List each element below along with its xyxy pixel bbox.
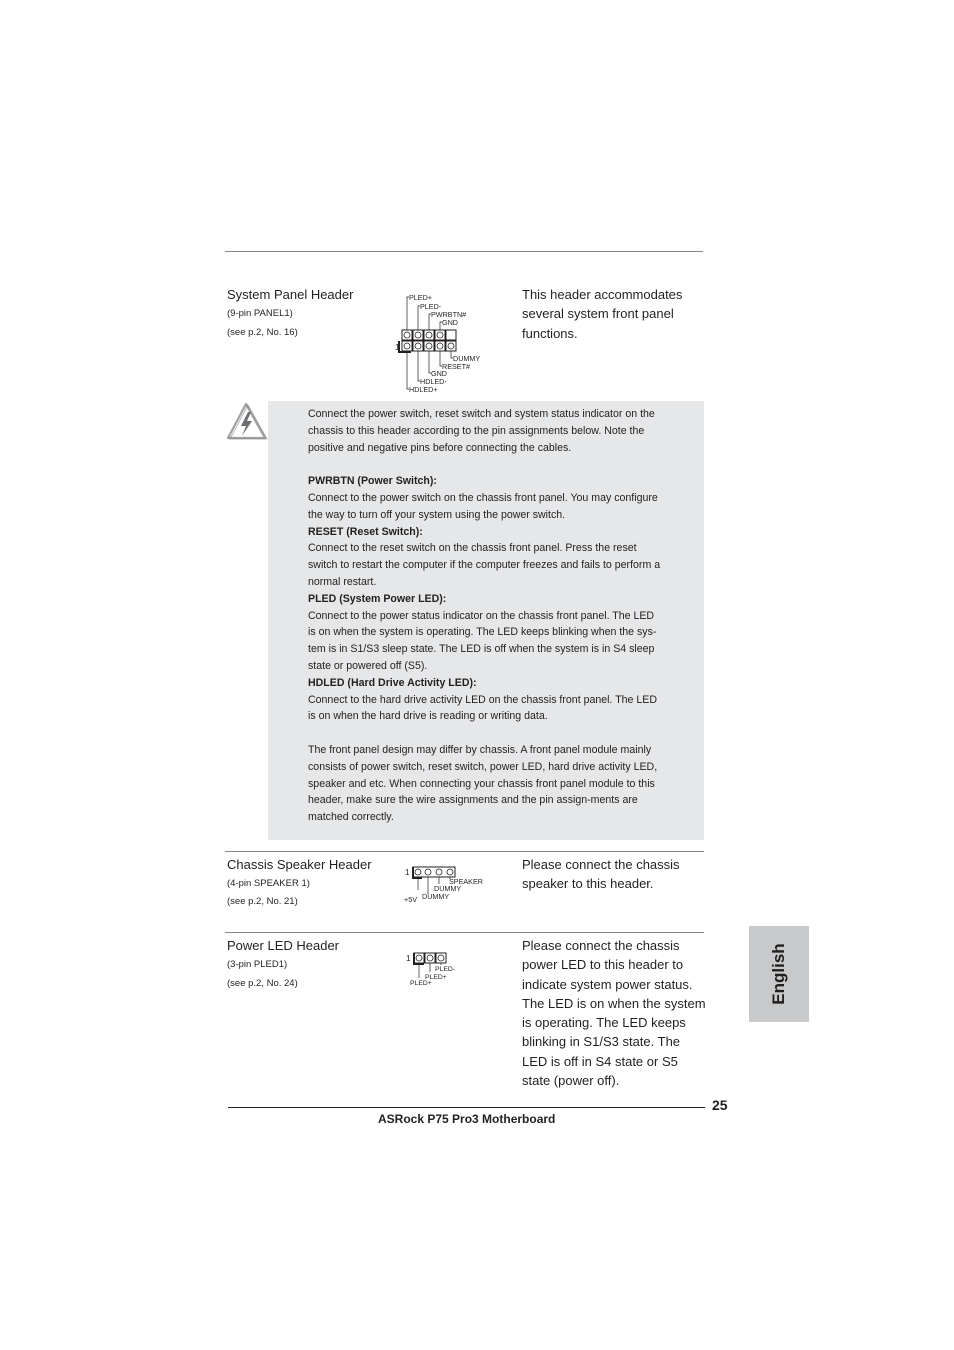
description-line: The LED is on when the system [522, 995, 706, 1011]
note-heading-pwrbtn: PWRBTN (Power Switch): [308, 475, 437, 488]
label-pwrbtn: PWRBTN# [431, 310, 467, 319]
footer-rule [228, 1107, 705, 1108]
speaker-ref: (see p.2, No. 21) [227, 896, 298, 907]
note-line: Connect to the power status indicator on the chassis front panel. The LED [308, 609, 655, 622]
label-pled-plus-1: PLED+ [425, 974, 447, 981]
note-heading-pled: PLED (System Power LED): [308, 592, 447, 605]
note-line: matched correctly. [308, 811, 394, 824]
note-line: The front panel design may differ by chassis. A front panel module mainly [308, 743, 652, 756]
top-rule [225, 251, 703, 252]
speaker-pin-one: 1 [405, 868, 410, 877]
note-line: switch to restart the computer if the computer freezes and fails to perform a [308, 559, 661, 572]
page-number: 25 [712, 1097, 728, 1113]
label-pled-minus: PLED- [420, 302, 442, 311]
label-dummy: DUMMY [453, 354, 481, 363]
note-line: Connect to the hard drive activity LED on the chassis front panel. The LED [308, 693, 657, 706]
power-led-description [522, 936, 706, 1090]
language-tab-label: English [769, 943, 788, 1005]
description-line: blinking in S1/S3 state. The [522, 1034, 681, 1050]
note-line: header, make sure the wire assignments and the pin assign-ments are [308, 794, 638, 807]
label-pin-one: 1 [395, 343, 400, 352]
note-line: tem is in S1/S3 sleep state. The LED is off when the system is in S4 sleep [308, 643, 655, 656]
system-panel-title: System Panel Header [227, 287, 354, 302]
description-line: power LED to this header to [522, 957, 684, 973]
description-line: indicate system power status. [522, 976, 693, 992]
note-line: state or powered off (S5). [308, 659, 428, 672]
description-line: functions. [522, 325, 578, 341]
label-pled-plus: PLED+ [409, 293, 432, 302]
label-hdled-minus: HDLED- [420, 377, 447, 386]
power-led-title: Power LED Header [227, 938, 339, 953]
system-panel-ref: (see p.2, No. 16) [227, 327, 298, 338]
note-line: Connect to the reset switch on the chassis front panel. Press the reset [308, 542, 637, 555]
note-line: positive and negative pins before connecting the cables. [308, 441, 572, 454]
note-line: Connect the power switch, reset switch and system status indicator on the [308, 408, 655, 420]
speaker-pin: (4-pin SPEAKER 1) [227, 878, 310, 889]
note-heading-reset: RESET (Reset Switch): [308, 525, 423, 538]
description-line: Please connect the chassis [522, 857, 680, 872]
description-line: several system front panel [522, 306, 674, 322]
note-line: speaker and etc. When connecting your chassis front panel module to this [308, 777, 655, 790]
label-reset: RESET# [442, 362, 470, 371]
label-plus5v: +5V [404, 895, 417, 904]
description-line: This header accommodates [522, 287, 683, 302]
note-line: is on when the hard drive is reading or writing data. [308, 710, 548, 723]
speaker-title: Chassis Speaker Header [227, 857, 372, 872]
label-speaker-dummy1: DUMMY [434, 884, 462, 893]
power-led-pin: (3-pin PLED1) [227, 959, 288, 970]
system-panel-pin: (9-pin PANEL1) [227, 308, 293, 319]
note-line: the way to turn off your system using the power switch. [308, 508, 566, 521]
panel1-pin-diagram [395, 290, 485, 396]
description-line: LED is off in S4 state or S5 [522, 1053, 678, 1069]
label-speaker-dummy2: DUMMY [422, 892, 450, 901]
note-line: is on when the system is operating. The LED keeps blinking when the sys- [308, 626, 657, 639]
label-pled-plus-2: PLED+ [410, 980, 432, 987]
note-line: chassis to this header according to the pin assignments below. Note the [308, 424, 645, 437]
note-heading-hdled: HDLED (Hard Drive Activity LED): [308, 676, 477, 689]
caution-lightning-icon [226, 401, 268, 441]
language-tab [749, 926, 809, 1022]
note-text [308, 406, 693, 826]
description-line: speaker to this header. [522, 876, 654, 892]
label-hdled-plus: HDLED+ [409, 385, 438, 394]
description-line: is operating. The LED keeps [522, 1015, 686, 1031]
pled-pin-one: 1 [406, 954, 411, 963]
power-led-rule [225, 932, 704, 933]
description-line: state (power off). [522, 1073, 620, 1089]
speaker-description [522, 855, 680, 894]
label-speaker: SPEAKER [449, 877, 483, 886]
note-line: normal restart. [308, 575, 377, 588]
speaker-rule [225, 851, 704, 852]
system-panel-description [522, 285, 682, 343]
note-line: consists of power switch, reset switch, power LED, hard drive activity LED, [308, 760, 658, 773]
footer-product-name: ASRock P75 Pro3 Motherboard [378, 1112, 556, 1126]
speaker-pin-diagram [402, 862, 492, 904]
label-gnd-top: GND [442, 318, 458, 327]
pled-pin-diagram [406, 948, 466, 988]
description-line: Please connect the chassis [522, 938, 680, 953]
label-gnd-bottom: GND [431, 369, 447, 378]
power-led-ref: (see p.2, No. 24) [227, 978, 298, 989]
note-line: Connect to the power switch on the chassis front panel. You may configure [308, 491, 658, 504]
label-pled-minus: PLED- [435, 966, 456, 973]
